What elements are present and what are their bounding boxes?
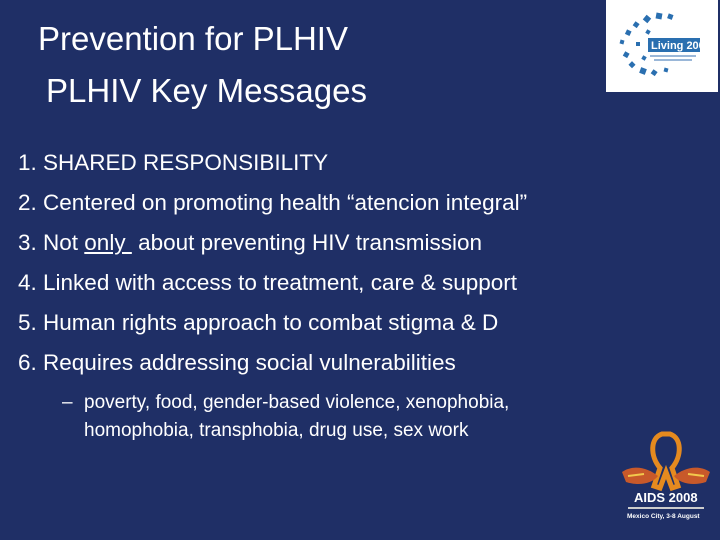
- living-2008-logo-graphic: [606, 0, 718, 92]
- list-item-text: SHARED RESPONSIBILITY: [43, 150, 329, 175]
- list-item-text-pre: Not: [43, 230, 85, 255]
- list-item-text: Linked with access to treatment, care & support: [43, 270, 518, 295]
- aids-logo-subtext: Mexico City, 3-8 August: [627, 513, 700, 520]
- living-logo-text: Living 2008: [651, 40, 711, 52]
- aids-logo-text: AIDS 2008: [634, 490, 698, 505]
- living-2008-logo: [606, 0, 718, 92]
- list-item-4: [18, 263, 527, 303]
- list-item-text-underlined: only: [84, 230, 132, 255]
- list-item-number: 1.: [18, 150, 37, 175]
- sub-bullet-dash: –: [62, 392, 73, 413]
- sub-bullet-line1: poverty, food, gender-based violence, xenophobia,: [84, 392, 510, 413]
- list-item-number: 4.: [18, 270, 37, 295]
- list-item-number: 2.: [18, 190, 37, 215]
- list-item-1: [18, 143, 527, 183]
- list-item-text: Requires addressing social vulnerabilities: [43, 350, 456, 375]
- list-item-text: Human rights approach to combat stigma & D: [43, 310, 499, 335]
- list-item-number: 6.: [18, 350, 37, 375]
- list-item-number: 5.: [18, 310, 37, 335]
- list-item-5: [18, 303, 527, 343]
- list-item-text: Centered on promoting health “atencion integral”: [43, 190, 528, 215]
- list-item-number: 3.: [18, 230, 37, 255]
- slide-title-line1: Prevention for PLHIV: [38, 20, 348, 57]
- list-item-text-post: about preventing HIV transmission: [131, 230, 483, 255]
- list-item-2: [18, 183, 527, 223]
- key-messages-list: [18, 143, 527, 383]
- aids-2008-logo: [614, 428, 718, 538]
- sub-bullet: [62, 389, 509, 445]
- aids-2008-logo-graphic: [614, 428, 718, 538]
- list-item-6: [18, 343, 527, 383]
- slide-title-line2: PLHIV Key Messages: [46, 72, 367, 109]
- sub-bullet-line2: homophobia, transphobia, drug use, sex work: [84, 420, 469, 441]
- list-item-3: [18, 223, 527, 263]
